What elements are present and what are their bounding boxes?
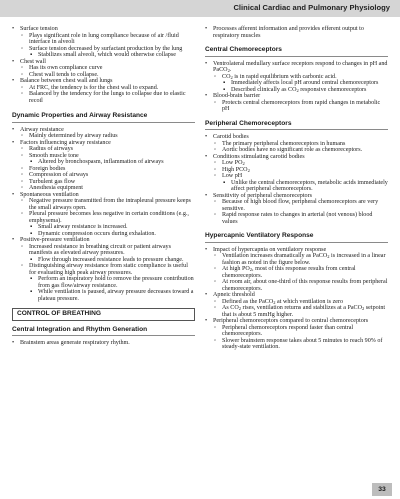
sub-bullet-item: ◦ Negative pressure transmitted from the intrapleural pressure keeps the small airways open.: [12, 198, 195, 211]
sub-bullet-item: ▪ Described clinically as $CO_2$ responsive chemoreceptors: [205, 87, 388, 94]
section-heading-peripheral-chemoreceptors: Peripheral Chemoreceptors: [205, 120, 388, 131]
sub-bullet-item: ◦ The primary peripheral chemoreceptors in humans: [205, 141, 388, 148]
peripheral-chemoreceptors-list: [205, 134, 388, 225]
sub-bullet-item: ◦ Mainly determined by airway radius: [12, 133, 195, 140]
central-chemoreceptors-list: [205, 61, 388, 113]
sub-bullet-item: ◦ Smooth muscle tone: [12, 153, 195, 160]
bullet-item: • Positive-pressure ventilation: [12, 237, 195, 244]
sub-bullet-item: ▪ Unlike the central chemoreceptors, metabolic acids immediately affect peripheral chemoreceptors.: [205, 180, 388, 193]
bullet-item: • Impact of hypercapnia on ventilatory response: [205, 247, 388, 254]
sub-bullet-item: ◦ Pleural pressure becomes less negative in certain conditions (e.g., emphysema).: [12, 211, 195, 224]
afferent-processing-list: [205, 26, 388, 39]
sub-bullet-item: ◦ Low $PO_2$: [205, 160, 388, 167]
sub-bullet-item: ◦ Anesthesia equipment: [12, 185, 195, 192]
sub-bullet-item: ◦ At FRC, the tendency is for the chest wall to expand.: [12, 85, 195, 92]
right-column: [205, 26, 388, 351]
running-title: Clinical Cardiac and Pulmonary Physiology: [233, 3, 390, 12]
sub-bullet-item: ◦ Ventilation increases dramatically as PaCO$_2$ is increased in a linear fashion as noted in the figure below.: [205, 253, 388, 266]
sub-bullet-item: ▪ Altered by bronchospasm, inflammation of airways: [12, 159, 195, 166]
sub-bullet-item: ▪ Stabilizes small alveoli, which would otherwise collapse: [12, 52, 195, 59]
sub-bullet-item: ▪ Dynamic compression occurs during exhalation.: [12, 231, 195, 238]
sub-bullet-item: ◦ Low pH: [205, 173, 388, 180]
sub-bullet-item: ◦ Aortic bodies have no significant role as chemoreceptors.: [205, 147, 388, 154]
section-heading-hypercapnic-response: Hypercapnic Ventilatory Response: [205, 232, 388, 243]
sub-bullet-item: ◦ Defined as the PaCO$_2$ at which ventilation is zero: [205, 299, 388, 306]
sub-bullet-item: ◦ Turbulent gas flow: [12, 179, 195, 186]
bullet-item: • Chest wall: [12, 59, 195, 66]
hypercapnic-response-list: [205, 247, 388, 351]
sub-bullet-item: ◦ Radius of airways: [12, 146, 195, 153]
sub-bullet-item: ◦ Because of high blood flow, peripheral chemoreceptors are very sensitive.: [205, 199, 388, 212]
left-column: [12, 26, 195, 347]
section-heading-dynamic-properties: Dynamic Properties and Airway Resistance: [12, 112, 195, 123]
section-heading-central-integration: Central Integration and Rhythm Generation: [12, 326, 195, 337]
bullet-item: • Sensitivity of peripheral chemoreceptors: [205, 193, 388, 200]
sub-bullet-item: ◦ At room air, about one-third of this response results from peripheral chemoreceptors.: [205, 279, 388, 292]
surface-tension-list: [12, 26, 195, 104]
sub-bullet-item: ▪ While ventilation is paused, airway pressure decreases toward a plateau pressure.: [12, 289, 195, 302]
sub-bullet-item: ◦ As $CO_2$ rises, ventilation returns and stabilizes at a PaCO$_2$ setpoint that is about 5 mmHg higher.: [205, 305, 388, 318]
bullet-item: • Conditions stimulating carotid bodies: [205, 154, 388, 161]
sub-bullet-item: ◦ Compression of airways: [12, 172, 195, 179]
sub-bullet-item: ▪ Perform an inspiratory hold to remove the pressure contribution from gas flow/airway resistance.: [12, 276, 195, 289]
bullet-item: • Brainstem areas generate respiratory rhythm.: [12, 340, 195, 347]
bullet-item: • Carotid bodies: [205, 134, 388, 141]
sub-bullet-item: ◦ Plays significant role in lung compliance because of air /fluid interface in alveoli: [12, 33, 195, 46]
bullet-item: • Spontaneous ventilation: [12, 192, 195, 199]
sub-bullet-item: ◦ Has its own compliance curve: [12, 65, 195, 72]
running-header: [0, 0, 400, 17]
bullet-item: • Processes afferent information and provides efferent output to respiratory muscles: [205, 26, 388, 39]
sub-bullet-item: ◦ Chest wall tends to collapse.: [12, 72, 195, 79]
sub-bullet-item: ◦ Increased resistance in breathing circuit or patient airways manifests as elevated airway pressures.: [12, 244, 195, 257]
sub-bullet-item: ◦ Surface tension decreased by surfactant production by the lung: [12, 46, 195, 53]
sub-bullet-item: ▪ Immediately affects local pH around central chemoreceptors: [205, 80, 388, 87]
bullet-item: • Balance between chest wall and lungs: [12, 78, 195, 85]
sub-bullet-item: ◦ Distinguishing airway resistance from static compliance is useful for evaluating high peak airway pressures.: [12, 263, 195, 276]
page-number: 33: [372, 483, 392, 496]
sub-bullet-item: ◦ Slower brainstem response takes about 5 minutes to reach 90% of steady-state ventilation.: [205, 338, 388, 351]
bullet-item: • Surface tension: [12, 26, 195, 33]
central-integration-list: [12, 340, 195, 347]
bullet-item: • Airway resistance: [12, 127, 195, 134]
sub-bullet-item: ▪ Flow through increased resistance leads to pressure change.: [12, 257, 195, 264]
sub-bullet-item: ◦ Foreign bodies: [12, 166, 195, 173]
sub-bullet-item: ◦ At high $PO_2$, most of this response results from central chemoreceptors.: [205, 266, 388, 279]
sub-bullet-item: ◦ Rapid response rates to changes in arterial (not venous) blood values: [205, 212, 388, 225]
sub-bullet-item: ◦ $CO_2$ is in rapid equilibrium with carbonic acid.: [205, 74, 388, 81]
sub-bullet-item: ◦ Balanced by the tendency for the lungs to collapse due to elastic recoil: [12, 91, 195, 104]
bullet-item: • Factors influencing airway resistance: [12, 140, 195, 147]
bullet-item: • Blood-brain barrier: [205, 93, 388, 100]
sub-bullet-item: ◦ Peripheral chemoreceptors respond faster than central chemoreceptors.: [205, 325, 388, 338]
section-heading-central-chemoreceptors: Central Chemoreceptors: [205, 46, 388, 57]
bullet-item: • Apneic threshold: [205, 292, 388, 299]
bullet-item: • Ventrolateral medullary surface receptors respond to changes in pH and PaCO$_2$.: [205, 61, 388, 74]
sub-bullet-item: ◦ Protects central chemoreceptors from rapid changes in metabolic pH: [205, 100, 388, 113]
airway-resistance-list: [12, 127, 195, 303]
sub-bullet-item: ◦ High $PCO_2$: [205, 167, 388, 174]
bullet-item: • Peripheral chemoreceptors compared to central chemoreceptors: [205, 318, 388, 325]
sub-bullet-item: ▪ Small airway resistance is increased.: [12, 224, 195, 231]
chapter-section-box: CONTROL OF BREATHING: [12, 308, 195, 321]
